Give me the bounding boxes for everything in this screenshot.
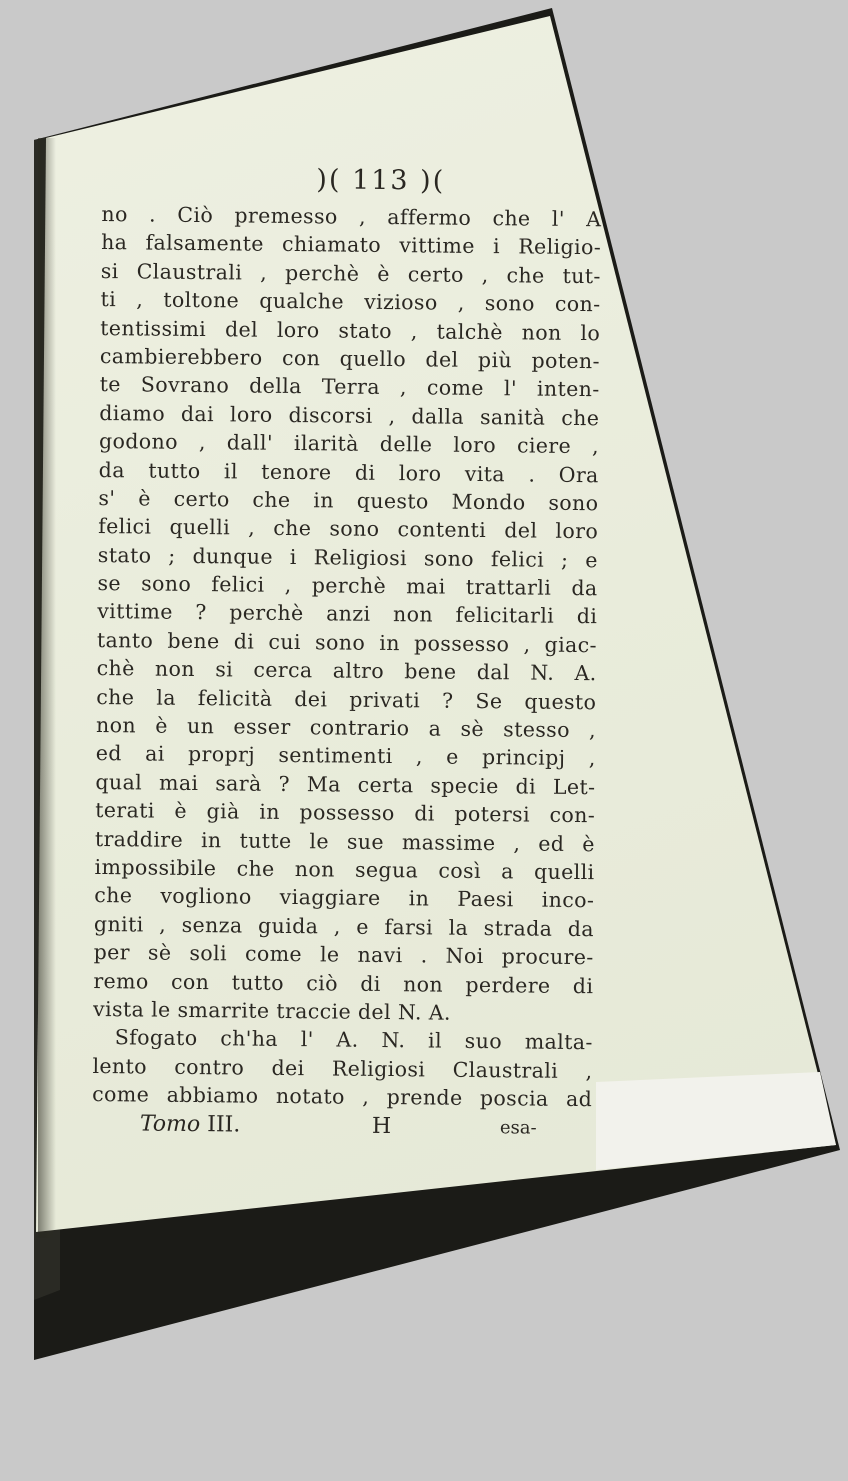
paragraph-start-line: Sfogato ch'ha l' A. N. il suo malta- [114,1025,593,1055]
text-line: godono , dall' ilarità delle loro ciere , [98,429,600,459]
text-line: impossibile che non segua così a quelli [94,854,595,885]
text-line: che la felicità dei privati ? Se questo [96,684,597,714]
text-line: lento contro dei Religiosi Claustrali , [92,1053,593,1083]
text-line: da tutto il tenore di loro vita . Ora [98,457,599,487]
text-line: diamo dai loro discorsi , dalla sanità che [99,400,600,430]
volume-label: Tomo III. [139,1110,241,1138]
text-line: vista le smarrite traccie del N. A. [92,996,452,1025]
page-footer [92,1106,592,1145]
page-text-block [92,160,602,1146]
text-line: come abbiamo notato , prende poscia ad [92,1082,593,1112]
page-number-header: )( 113 )( [316,164,446,197]
text-line: traddire in tutte le sue massime , ed è [94,826,595,856]
text-line: tentissimi del loro stato , talchè non lo [100,315,601,345]
text-line: tanto bene di cui sono in possesso , giac- [96,627,598,658]
text-line: ha falsamente chiamato vittime i Religio- [101,230,602,260]
text-line: stato ; dunque i Religiosi sono felici ; e [97,542,598,572]
text-line: si Claustrali , perchè è certo , che tut- [100,258,601,289]
text-line: per sè soli come le navi . Noi procure- [93,940,594,970]
binding-shadow [38,138,56,1238]
text-line: vittime ? perchè anzi non felicitarli di [97,599,598,629]
catchword: esa- [499,1116,537,1139]
text-line: gniti , senza guida , e farsi la strada da [93,911,595,941]
text-line: cambierebbero con quello del più poten- [99,343,601,374]
text-line: non è un esser contrario a sè stesso , [95,713,597,743]
text-line: remo con tutto ciò di non perdere di [93,968,594,998]
signature-mark: H [371,1113,392,1139]
text-line: qual mai sarà ? Ma certa specie di Let- [95,769,596,800]
text-line: che vogliono viaggiare in Paesi inco- [94,883,595,913]
text-line: te Sovrano della Terra , come l' inten- [99,372,600,402]
text-line: terati è già in possesso di potersi con- [95,798,596,828]
text-line: s' è certo che in questo Mondo sono [98,485,599,516]
text-line: no . Ciò premesso , affermo che l' A [101,201,602,232]
text-line: felici quelli , che sono contenti del loro [98,514,599,544]
text-line: chè non si cerca altro bene dal N. A. [96,656,597,686]
text-line: ed ai proprj sentimenti , e principj , [95,741,596,771]
text-line: ti , toltone qualche vizioso , sono con- [100,287,601,317]
text-line: se sono felici , perchè mai trattarli da [97,571,598,601]
